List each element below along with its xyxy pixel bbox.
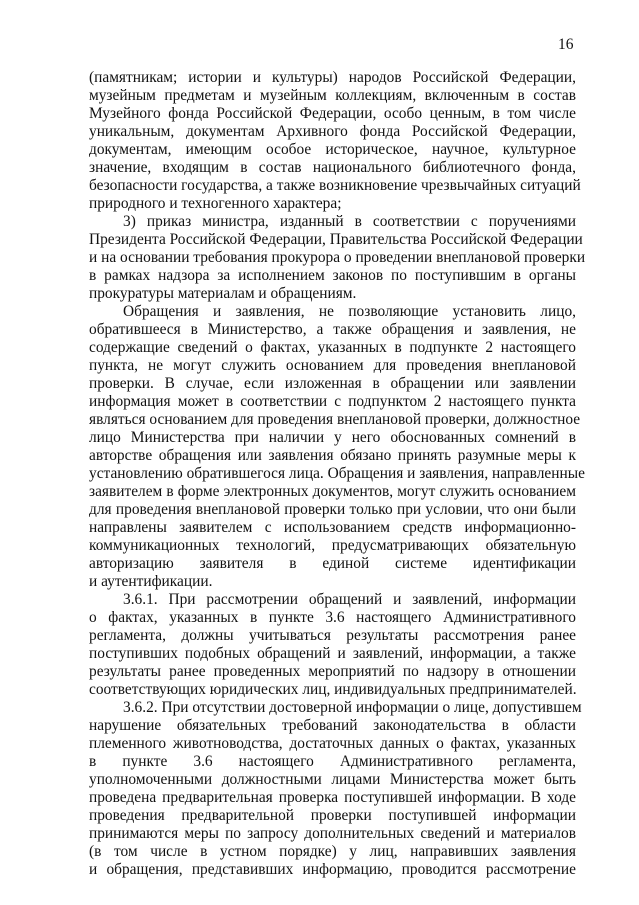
- text-line: являться основанием для проведения внеплановой проверки, должностное: [89, 411, 581, 428]
- text-line: 3) приказ министра, изданный в соответствии с поручениями: [123, 213, 576, 230]
- text-line: принимаются меры по запросу дополнительных сведений и материалов: [89, 825, 576, 842]
- text-line: уникальным, документам Архивного фонда Российской Федерации,: [89, 123, 576, 140]
- text-line: направлены заявителем с использованием средств информационно-: [89, 519, 576, 536]
- text-line: (в том числе в устном порядке) у лиц, направивших заявления: [89, 843, 576, 860]
- text-line: поступивших подобных обращений и заявлений, информации, а также: [89, 645, 576, 662]
- text-line: уполномоченными должностными лицами Министерства может быть: [89, 771, 576, 788]
- text-line: установлению обратившегося лица. Обращения и заявления, направленные: [89, 465, 585, 482]
- text-line: проведения предварительной проверки поступившей информации: [89, 807, 576, 824]
- text-line: прокуратуры материалам и обращениям.: [89, 285, 357, 302]
- text-line: Обращения и заявления, не позволяющие установить лицо,: [123, 303, 576, 320]
- text-line: природного и техногенного характера;: [89, 195, 342, 212]
- text-line: информация может в соответствии с подпунктом 2 настоящего пункта: [89, 393, 576, 410]
- text-line: в пункте 3.6 настоящего Административного регламента,: [89, 753, 576, 770]
- text-line: результаты ранее проведенных мероприятий по надзору в отношении: [89, 663, 576, 680]
- text-line: коммуникационных технологий, предусматривающих обязательную: [89, 537, 576, 554]
- text-line: документам, имеющим особое историческое, научное, культурное: [89, 141, 576, 158]
- text-line: нарушение обязательных требований законодательства в области: [89, 717, 576, 734]
- text-line: и обращения, представивших информацию, проводится рассмотрение: [89, 861, 576, 878]
- text-line: обратившееся в Министерство, а также обращения и заявления, не: [89, 321, 576, 338]
- text-line: 3.6.2. При отсутствии достоверной информации о лице, допустившем: [123, 699, 582, 716]
- text-line: Президента Российской Федерации, Правительства Российской Федерации: [89, 231, 583, 248]
- text-line: проведена предварительная проверка поступившей информации. В ходе: [89, 789, 576, 806]
- text-line: и на основании требования прокурора о проведении внеплановой проверки: [89, 249, 586, 266]
- text-line: содержащие сведений о фактах, указанных в подпункте 2 настоящего: [89, 339, 576, 356]
- text-line: 3.6.1. При рассмотрении обращений и заявлений, информации: [123, 591, 576, 608]
- text-line: авторизацию заявителя в единой системе идентификации: [89, 555, 576, 572]
- page-number: 16: [558, 36, 574, 53]
- text-line: музейным предметам и музейным коллекциям, включенным в состав: [89, 87, 576, 104]
- text-line: авторстве обращения или заявления обязано принять разумные меры к: [89, 447, 576, 464]
- text-line: проверки. В случае, если изложенная в обращении или заявлении: [89, 375, 576, 392]
- text-line: (памятникам; истории и культуры) народов Российской Федерации,: [89, 69, 576, 86]
- text-line: значение, входящим в состав национального библиотечного фонда,: [89, 159, 576, 176]
- text-line: регламента, должны учитываться результаты рассмотрения ранее: [89, 627, 576, 644]
- text-line: о фактах, указанных в пункте 3.6 настоящего Административного: [89, 609, 576, 626]
- text-line: заявителем в форме электронных документов, могут служить основанием: [89, 483, 576, 500]
- text-line: соответствующих юридических лиц, индивидуальных предпринимателей.: [89, 681, 577, 698]
- text-line: безопасности государства, а также возникновение чрезвычайных ситуаций: [89, 177, 581, 194]
- text-line: племенного животноводства, достаточных данных о фактах, указанных: [89, 735, 576, 752]
- text-line: Музейного фонда Российской Федерации, особо ценным, в том числе: [89, 105, 576, 122]
- text-line: пункта, не могут служить основанием для проведения внеплановой: [89, 357, 576, 374]
- text-line: в рамках надзора за исполнением законов по поступившим в органы: [89, 267, 576, 284]
- text-line: лицо Министерства при наличии у него обоснованных сомнений в: [89, 429, 576, 446]
- text-line: для проведения внеплановой проверки только при условии, что они были: [89, 501, 576, 518]
- text-line: и аутентификации.: [89, 573, 213, 590]
